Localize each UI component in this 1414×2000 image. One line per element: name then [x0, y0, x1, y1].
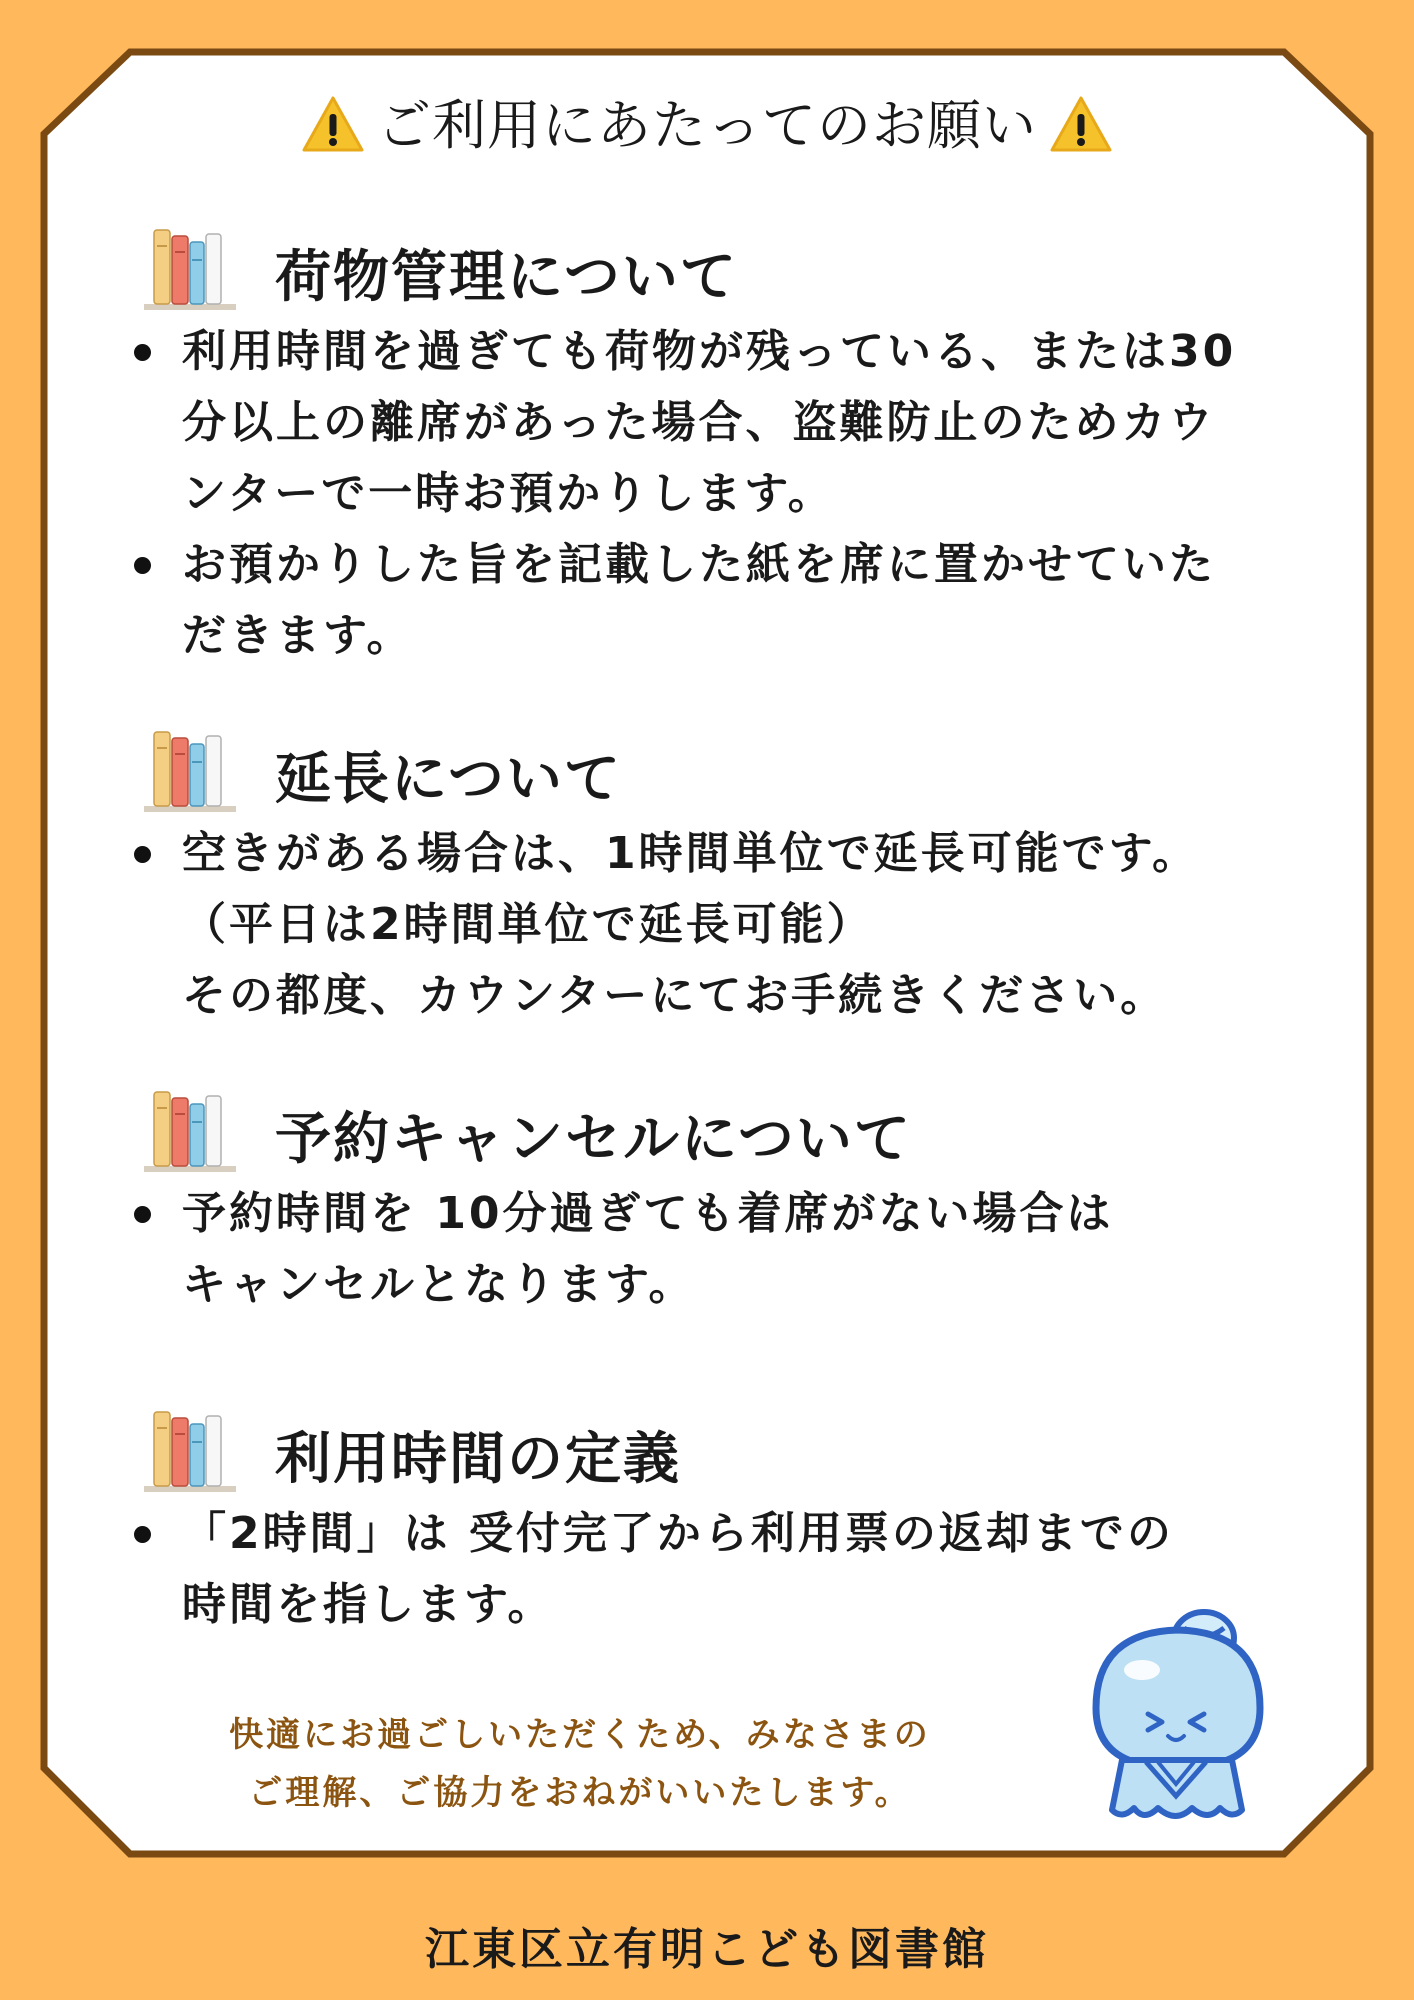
list-item — [130, 1178, 1290, 1320]
books-icon — [142, 226, 238, 312]
text-line: 空きがある場合は、1時間単位で延長可能です。 — [182, 828, 1200, 879]
closing-line: ご理解、ご協力をおねがいいたします。 — [248, 1773, 912, 1813]
bullet-dot — [134, 1206, 151, 1223]
bullet-dot — [134, 344, 151, 361]
section-title: 利用時間の定義 — [275, 1427, 681, 1492]
closing-message — [180, 1706, 980, 1822]
text-line: （平日は2時間単位で延長可能） — [182, 899, 874, 950]
closing-line: 快適にお過ごしいただくため、みなさまの — [229, 1715, 931, 1755]
text-line: その都度、カウンターにてお手続きください。 — [182, 970, 1168, 1021]
section-title: 予約キャンセルについて — [275, 1107, 912, 1172]
bullet-list — [130, 1178, 1290, 1320]
text-line: 予約時間を 10分過ぎても着席がない場合は — [182, 1188, 1114, 1239]
text-line: だきます。 — [182, 610, 414, 661]
section-title: 荷物管理について — [275, 245, 738, 310]
text-line: 「2時間」は 受付完了から利用票の返却までの — [182, 1508, 1174, 1559]
text-line: 時間を指します。 — [182, 1579, 555, 1630]
section-baggage — [130, 226, 1290, 671]
bullet-dot — [134, 1526, 151, 1543]
text-line: 分以上の離席があった場合、盗難防止のためカウ — [182, 397, 1216, 448]
list-item — [130, 818, 1290, 1031]
section-header — [130, 226, 1290, 316]
list-item — [130, 529, 1290, 671]
section-extension — [130, 728, 1290, 1031]
section-header — [130, 1408, 1290, 1498]
section-title: 延長について — [275, 747, 622, 812]
list-item — [130, 316, 1290, 529]
text-line: お預かりした旨を記載した紙を席に置かせていた — [182, 539, 1216, 590]
jellyfish-mascot-icon — [1082, 1600, 1270, 1830]
bullet-dot — [134, 846, 151, 863]
warning-icon — [301, 94, 365, 154]
section-reservation-cancel — [130, 1088, 1290, 1320]
books-icon — [142, 728, 238, 814]
text-line: キャンセルとなります。 — [182, 1259, 696, 1310]
section-header — [130, 728, 1290, 818]
bullet-list — [130, 818, 1290, 1031]
library-name: 江東区立有明こども図書館 — [425, 1924, 989, 1975]
books-icon — [142, 1408, 238, 1494]
warning-icon — [1049, 94, 1113, 154]
books-icon — [142, 1088, 238, 1174]
page-title-text: ご利用にあたってのお願い — [377, 94, 1037, 157]
bullet-list — [130, 316, 1290, 671]
bullet-dot — [134, 557, 151, 574]
page-title — [0, 86, 1414, 166]
section-header — [130, 1088, 1290, 1178]
text-line: 利用時間を過ぎても荷物が残っている、または30 — [182, 326, 1237, 377]
text-line: ンターで一時お預かりします。 — [182, 468, 835, 519]
